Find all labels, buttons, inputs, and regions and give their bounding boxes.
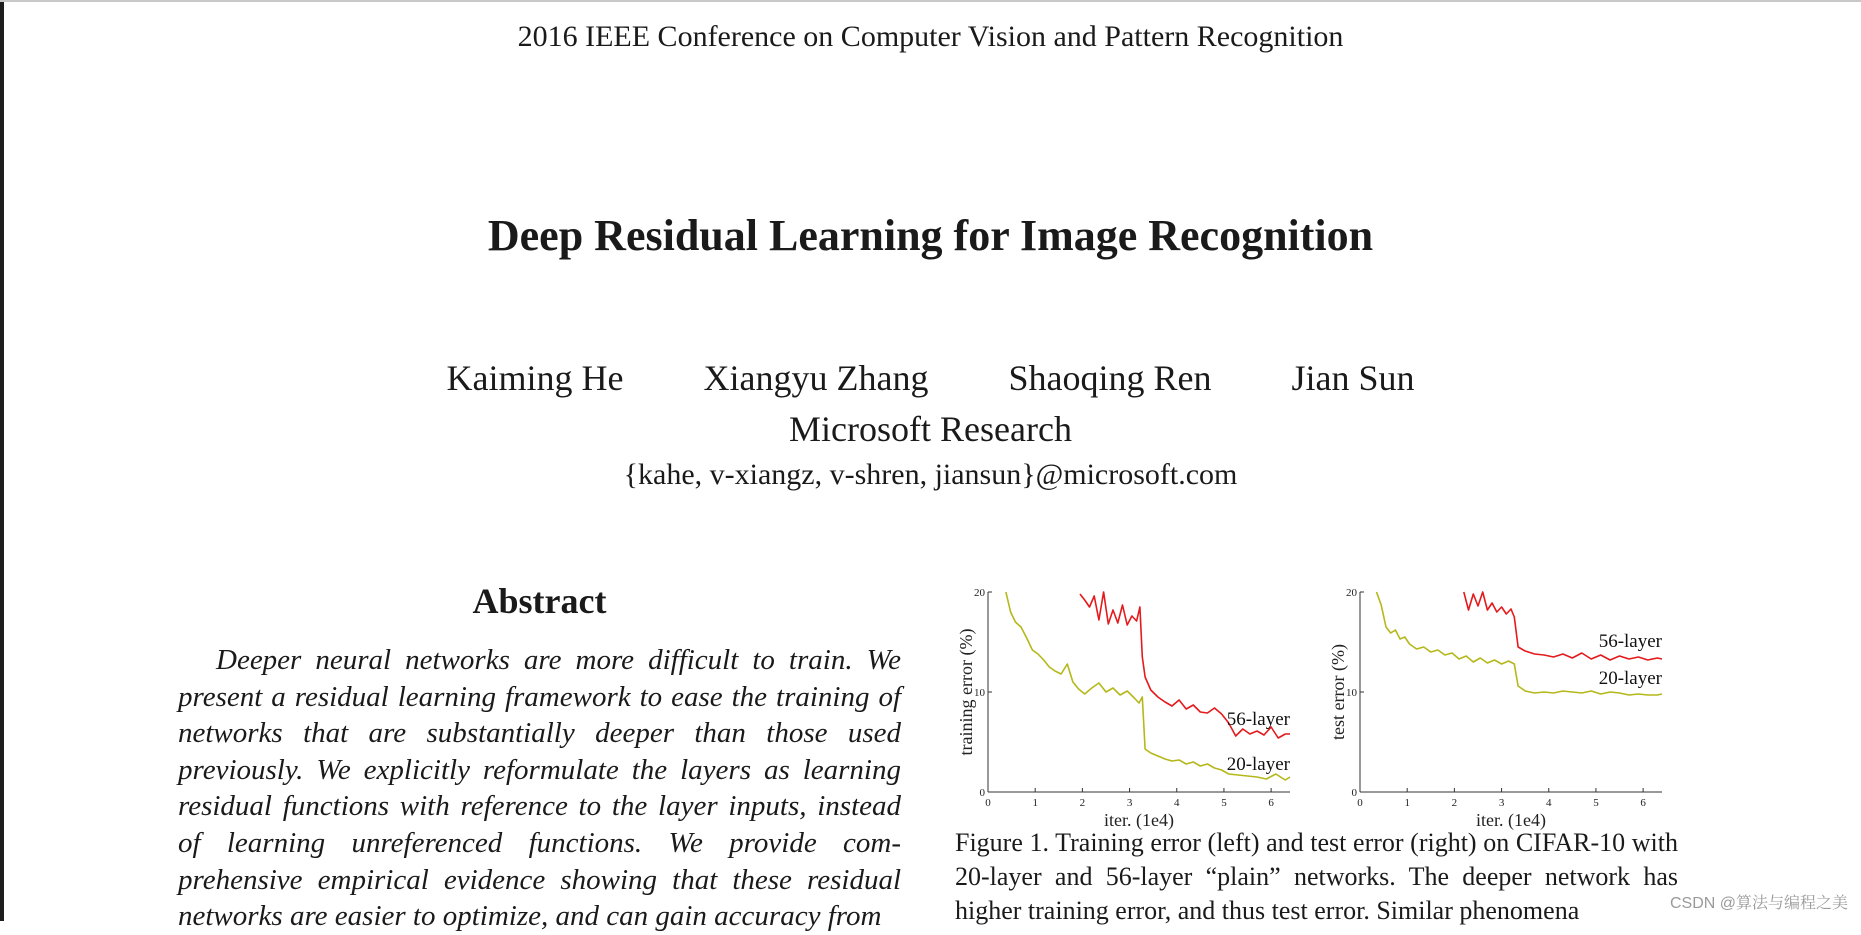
x-tick-label: 6 bbox=[1268, 797, 1274, 809]
author-name: Shaoqing Ren bbox=[1008, 358, 1212, 398]
series-label: 20-layer bbox=[1226, 754, 1290, 775]
y-tick-label: 0 bbox=[1351, 787, 1357, 799]
x-tick-label: 5 bbox=[1593, 797, 1599, 809]
x-tick-label: 5 bbox=[1221, 797, 1227, 809]
x-tick-label: 0 bbox=[985, 797, 991, 809]
figure-1-plots bbox=[950, 580, 1685, 830]
series-label: 56-layer bbox=[1598, 631, 1662, 652]
author-emails: {kahe, v-xiangz, v-shren, jiansun}@microsoft.com bbox=[623, 458, 1238, 491]
y-tick-label: 10 bbox=[974, 687, 985, 699]
page-top-border bbox=[0, 0, 1861, 2]
y-tick-label: 0 bbox=[979, 787, 985, 799]
x-tick-label: 2 bbox=[1451, 797, 1458, 809]
x-tick-label: 0 bbox=[1357, 797, 1363, 809]
y-axis-label: training error (%) bbox=[956, 628, 976, 756]
author-list bbox=[0, 357, 1861, 399]
conference-header: 2016 IEEE Conference on Computer Vision and Pattern Recognition bbox=[517, 20, 1344, 53]
y-axis-label: test error (%) bbox=[1328, 644, 1348, 740]
abstract-heading: Abstract bbox=[472, 581, 607, 621]
author-name: Jian Sun bbox=[1291, 358, 1415, 398]
series-line-20-layer bbox=[1006, 592, 1290, 780]
x-tick-label: 2 bbox=[1079, 797, 1086, 809]
series-label: 20-layer bbox=[1598, 668, 1662, 689]
x-tick-label: 6 bbox=[1640, 797, 1646, 809]
y-tick-label: 20 bbox=[974, 587, 985, 599]
x-tick-label: 4 bbox=[1546, 797, 1552, 809]
x-axis-label: iter. (1e4) bbox=[1476, 810, 1546, 830]
x-tick-label: 1 bbox=[1032, 797, 1038, 809]
figure-1 bbox=[950, 580, 1685, 830]
x-tick-label: 4 bbox=[1174, 797, 1180, 809]
affiliation: Microsoft Research bbox=[789, 409, 1072, 449]
y-tick-label: 20 bbox=[1346, 587, 1357, 599]
x-tick-label: 3 bbox=[1498, 797, 1505, 809]
author-name: Xiangyu Zhang bbox=[703, 358, 929, 398]
abstract-text: Deeper neural networks are more difficult to train. We present a residual learning framework to ease the training of networks that are substantially deeper than those used previously. We explicitly reformulate the layers as learning residual functions with reference to the layer inputs, instead of learning unreferenced functions. We provide comprehensive empirical evidence showing that these residual networks are easier to optimize, and can gain accuracy from bbox=[178, 644, 901, 933]
figure-caption: Figure 1. Training error (left) and test error (right) on CIFAR-10 with 20-layer and 56-layer “plain” networks. The deeper network has higher training error, and thus test error. Similar phenomena bbox=[955, 828, 1678, 925]
y-tick-label: 10 bbox=[1346, 687, 1357, 699]
x-tick-label: 1 bbox=[1404, 797, 1410, 809]
series-label: 56-layer bbox=[1226, 709, 1290, 730]
x-tick-label: 3 bbox=[1126, 797, 1133, 809]
author-name: Kaiming He bbox=[446, 358, 624, 398]
paper-title: Deep Residual Learning for Image Recognition bbox=[487, 211, 1374, 260]
csdn-watermark: CSDN @算法与编程之美 bbox=[1669, 895, 1848, 912]
x-axis-label: iter. (1e4) bbox=[1104, 810, 1174, 830]
